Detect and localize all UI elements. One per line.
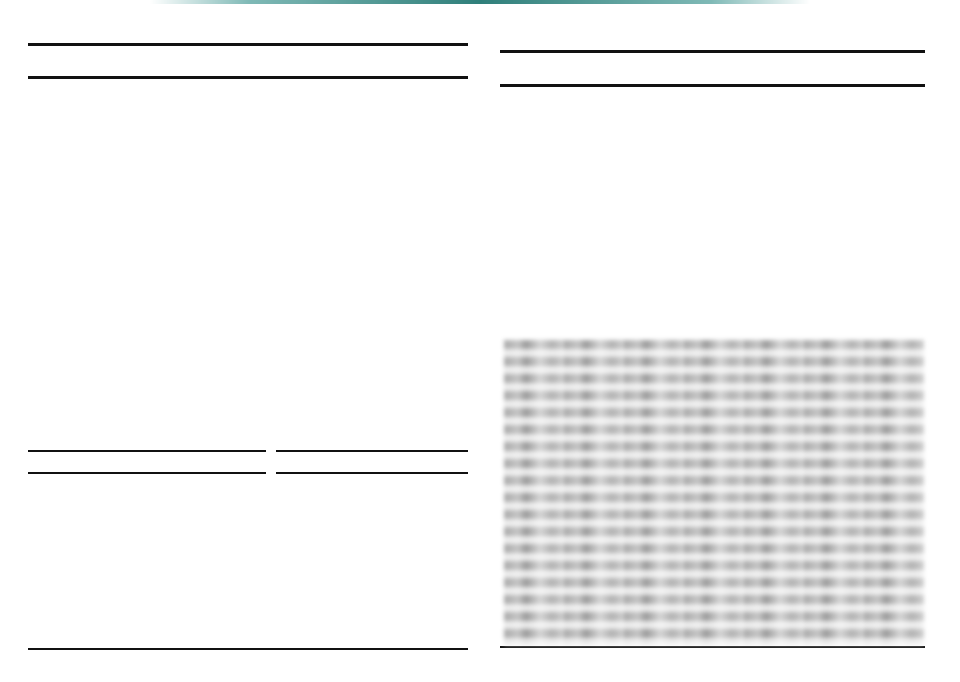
blurred-text-region	[504, 340, 924, 645]
wednesday-rule-top	[276, 450, 468, 452]
service-time-2	[28, 93, 466, 106]
wednesday-rule-bottom	[276, 472, 468, 474]
praise-rule-top	[28, 450, 266, 452]
title-rule-top	[28, 43, 468, 46]
left-footer-rule	[28, 648, 468, 650]
news-rule-top	[500, 50, 925, 53]
right-footer-rule	[500, 646, 925, 648]
news-rule-bottom	[500, 84, 925, 87]
service-time-1	[28, 80, 466, 93]
common-prayer-row	[28, 270, 466, 283]
top-decorative-stripe	[150, 0, 810, 4]
praise-rule-bottom	[28, 472, 266, 474]
title-rule-bottom	[28, 76, 468, 79]
